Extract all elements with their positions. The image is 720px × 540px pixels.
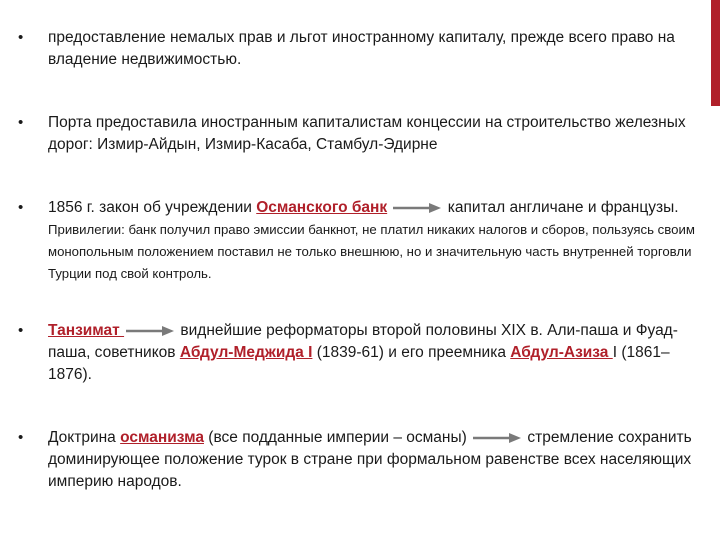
- bullet-3: •: [18, 199, 24, 216]
- ottoman-bank-link[interactable]: Османского банк: [256, 199, 388, 216]
- item-5-text: [48, 427, 706, 493]
- tanzimat-link[interactable]: Танзимат: [48, 322, 125, 339]
- abdul-aziz-link[interactable]: Абдул-Азиза: [510, 344, 613, 361]
- item-5-after-term: (все подданные империи – османы): [203, 429, 472, 446]
- arrow-right-icon: [471, 432, 523, 444]
- item-4-tail: I (1861–1876).: [48, 344, 670, 383]
- bullet-4: •: [18, 322, 24, 339]
- item-1-text: предоставление немалых прав и льгот иностранному капиталу, прежде всего право на владение недвижимостью.: [48, 29, 675, 68]
- arrow-right-icon: [391, 202, 443, 214]
- item-4-mid: (1839-61) и его преемника: [312, 344, 511, 361]
- item-3-after-arrow: капитал англичане и французы.: [447, 199, 679, 216]
- accent-bar: [711, 0, 720, 106]
- bullet-1: •: [18, 29, 24, 46]
- bullet-5: •: [18, 429, 24, 446]
- item-3-text: [48, 197, 706, 285]
- item-4-text: [48, 320, 706, 386]
- item-2-text: Порта предоставила иностранным капиталистам концессии на строительство железных дорог: Измир-Айдын, Измир-Касаба, Стамбул-Эдирне: [48, 114, 686, 153]
- item-5-lead: Доктрина: [48, 429, 121, 446]
- arrow-right-icon: [124, 325, 176, 337]
- item-4-after-arrow: виднейшие реформаторы второй половины XIX в. Али-паша и Фуад-паша, советников: [48, 322, 678, 361]
- bullet-2: •: [18, 114, 24, 131]
- item-5-after-arrow: стремление сохранить доминирующее положение турок в стране при формальном равенстве всех населяющих империю народов.: [48, 429, 692, 490]
- osmanism-link[interactable]: османизма: [120, 429, 204, 446]
- item-3-privileges: Привилегии: банк получил право эмиссии банкнот, не платил никаких налогов и сборов, пользуясь своим монопольным положением поставил не только внешнюю, но и значительную часть внутренней торговли Турции под свой контроль.: [48, 222, 695, 281]
- abdul-mejid-link[interactable]: Абдул-Меджида I: [179, 344, 313, 361]
- item-3-lead: 1856 г. закон об учреждении: [48, 199, 257, 216]
